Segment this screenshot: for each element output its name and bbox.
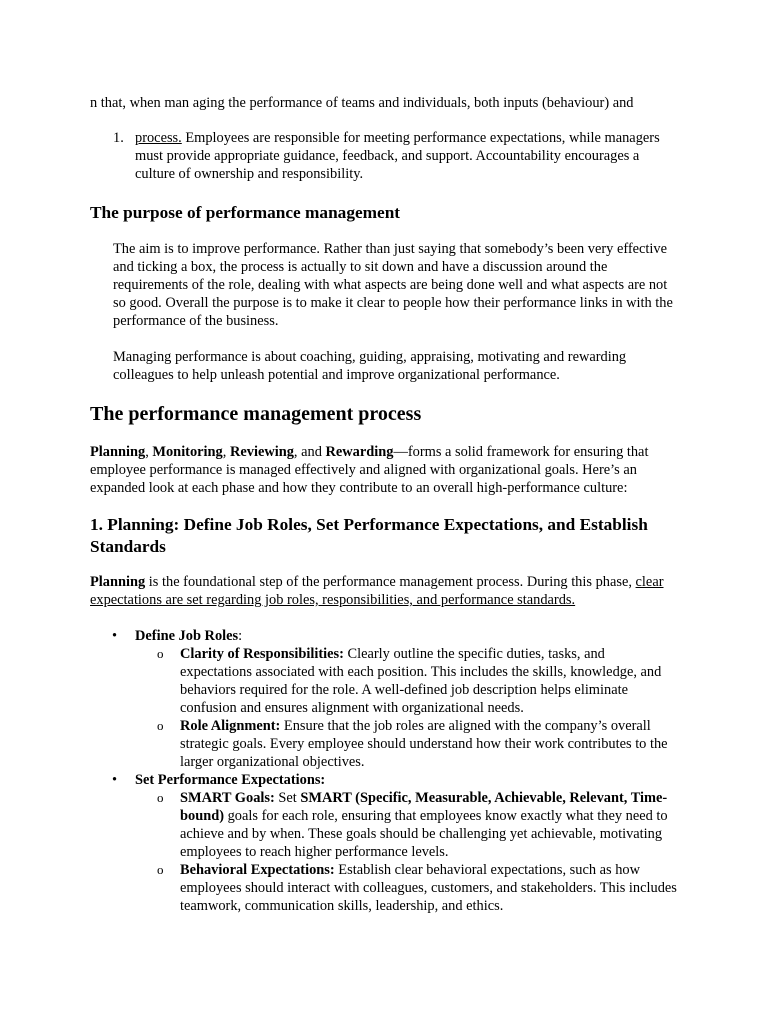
separator: , (145, 444, 153, 460)
bullet-define-job-roles (135, 627, 242, 645)
sub-item-label: SMART Goals: (180, 790, 275, 806)
sub-item-label: Role Alignment: (180, 718, 281, 734)
process-intro (90, 443, 690, 497)
process-heading: The performance management process (90, 403, 422, 425)
list-item-number: 1. (113, 130, 124, 146)
sub-item-role-alignment (180, 717, 680, 771)
bullet-label: Define Job Roles (135, 628, 239, 644)
list-item-1 (135, 129, 675, 183)
sub-item-text: Ensure that the job roles are aligned with the company’s overall strategic goals. Every employee should understand how their work contributes to the larger organizational objectives. (180, 718, 668, 770)
sub-item-smart-goals (180, 789, 680, 861)
planning-heading: 1. Planning: Define Job Roles, Set Performance Expectations, and Establish Standards (90, 515, 648, 556)
process-intro-rest: —forms a solid framework for ensuring that employee performance is managed effectively and aligned with organizational goals. Here’s an expanded look at each phase and how they contribute to an overall high-performance culture: (90, 444, 649, 496)
purpose-paragraph-1: The aim is to improve performance. Rather than just saying that somebody’s been very effective and ticking a box, the process is actually to sit down and have a discussion around the requirements of the role, dealing with what aspects are being done well and what aspects are not so good. Overall the purpose is to make it clear to people how their performance links in with the performance of the business. (113, 241, 673, 329)
separator: , and (293, 444, 326, 460)
sub-item-behavioral-expectations (180, 861, 680, 915)
list-item-1-text: Employees are responsible for meeting performance expectations, while managers must provide appropriate guidance, feedback, and support. Accountability encourages a culture of ownership and responsibility. (135, 130, 660, 182)
sub-item-label: Clarity of Responsibilities: (180, 646, 344, 662)
purpose-paragraph-2: Managing performance is about coaching, guiding, appraising, motivating and rewarding colleagues to help unleash potential and improve organizational performance. (113, 349, 627, 383)
bullet-marker: • (112, 628, 118, 644)
sub-bullet-marker: o (157, 862, 164, 877)
term-monitoring: Monitoring (152, 444, 223, 460)
bullet-set-performance-expectations (135, 771, 325, 789)
planning-underlined-text: clear expectations are set regarding job roles, responsibilities, and performance standards. (90, 574, 664, 608)
purpose-heading: The purpose of performance management (90, 203, 401, 222)
term-reviewing: Reviewing (229, 444, 294, 460)
sub-bullet-marker: o (157, 646, 164, 661)
bullet-marker: • (112, 772, 118, 788)
planning-intro (90, 573, 690, 609)
planning-intro-text: is the foundational step of the performance management process. During this phase, (145, 574, 636, 590)
term-rewarding: Rewarding (325, 444, 394, 460)
term-planning: Planning (90, 444, 146, 460)
process-link[interactable]: process. (135, 130, 182, 146)
planning-bold: Planning (90, 574, 146, 590)
sub-item-clarity (180, 645, 680, 717)
sub-item-text: goals for each role, ensuring that employees know exactly what they need to achieve and by when. These goals should be challenging yet achievable, motivating employees to reach higher performance levels. (180, 808, 668, 860)
bullet-label-suffix: : (238, 628, 243, 644)
sub-bullet-marker: o (157, 718, 164, 733)
separator: , (222, 444, 230, 460)
intro-fragment: n that, when man aging the performance of teams and individuals, both inputs (behaviour) and (90, 95, 634, 111)
sub-item-text: Set (274, 790, 301, 806)
sub-item-text: Clearly outline the specific duties, tasks, and expectations associated with each position. This includes the skills, knowledge, and behaviors required for the role. A well-defined job description helps eliminate confusion and ensures alignment with organizational needs. (180, 646, 662, 716)
bullet-label: Set Performance Expectations: (135, 772, 326, 788)
sub-item-label: Behavioral Expectations: (180, 862, 335, 878)
smart-definition: SMART (Specific, Measurable, Achievable, Relevant, Time-bound) (180, 790, 668, 824)
sub-item-text: Establish clear behavioral expectations, such as how employees should interact with colleagues, customers, and stakeholders. This includes teamwork, communication skills, leadership, and ethics. (180, 862, 677, 914)
sub-bullet-marker: o (157, 790, 164, 805)
